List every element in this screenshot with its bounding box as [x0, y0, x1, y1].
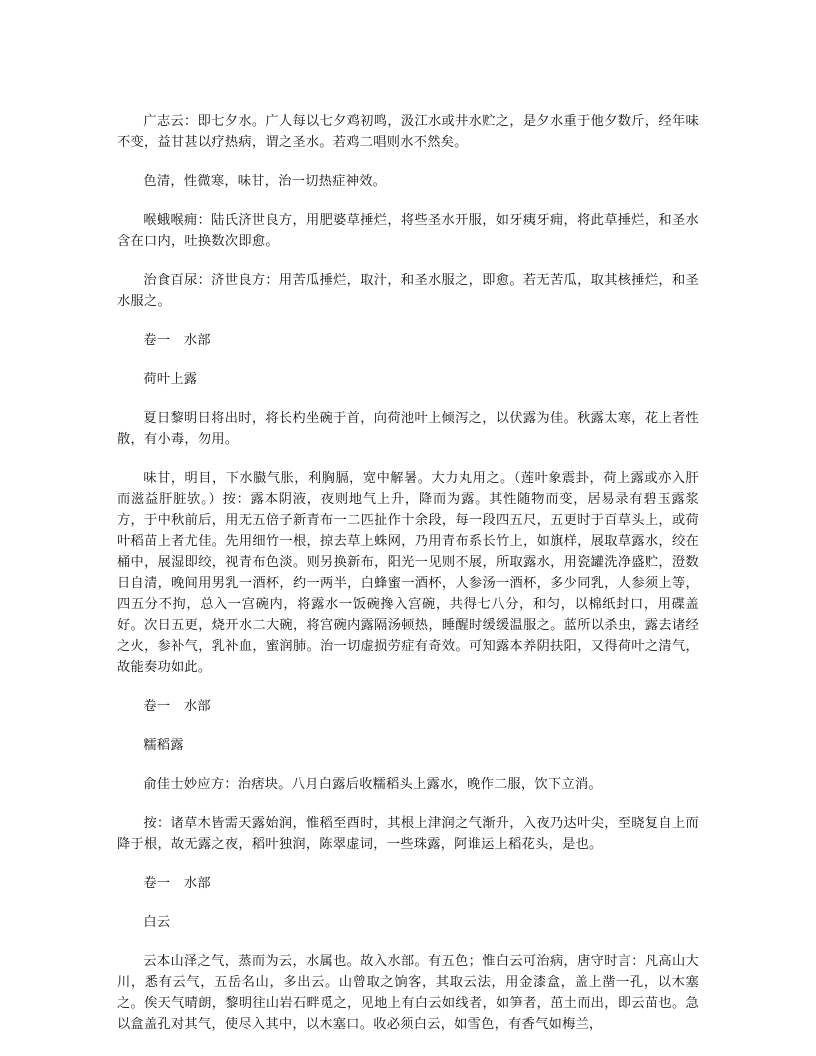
- paragraph-lotus-dew-collect: 夏日黎明日将出时，将长杓坐碗于首，向荷池叶上倾泻之，以伏露为佳。秋露太寒，花上者性散，有小毒，勿用。: [117, 411, 699, 447]
- paragraph-rice-dew-note: 按：诸草木皆需天露始润，惟稻至酉时，其根上津润之气渐升，入夜乃达叶尖，至晓复自上而降于根，故无露之夜，稻叶独润，陈翠虚词，一些珠露，阿谁运上稻花头，是也。: [117, 816, 699, 852]
- entry-title-rice-dew: 糯稻露: [143, 738, 184, 753]
- paragraph-throat: 喉蛾喉痈：陆氏济世良方，用肥婆草捶烂，将些圣水开服，如牙痍牙痈，将此草捶烂，和圣水含在口内，吐换数次即愈。: [117, 213, 699, 249]
- paragraph-white-cloud: 云本山泽之气，蒸而为云，水属也。故入水部。有五色；惟白云可治病，唐守时言：凡高山大川，悉有云气，五岳名山，多出云。山曾取之饷客，其取云法，用金漆盒，盖上凿一孔，以木塞之。俟天气晴朗，黎明往山岩石畔觅之，见地上有白云如线者，如笋者，茁土而出，即云苗也。急以盒盖孔对其气，使尽入其中，以木塞口。收必须白云，如雪色，有香气如梅兰，: [117, 954, 699, 1032]
- entry-title-lotus-dew: 荷叶上露: [143, 372, 198, 387]
- document-page: [117, 111, 699, 1053]
- paragraph-rice-dew-recipe: 俞佳士妙应方：治痞块。八月白露后收糯稻头上露水，晚作二服，饮下立消。: [143, 777, 602, 792]
- section-label: 卷一 水部: [143, 333, 211, 348]
- paragraph-color-nature: 色清，性微寒，味甘，治一切热症神效。: [143, 174, 387, 189]
- paragraph-guangzhi: 广志云：即七夕水。广人每以七夕鸡初鸣，汲江水或井水贮之，是夕水重于他夕数斤，经年味不变，益甘甚以疗热病，谓之圣水。若鸡二唱则水不然矣。: [117, 114, 699, 150]
- entry-title-white-cloud: 白云: [143, 915, 171, 930]
- section-label: 卷一 水部: [143, 876, 211, 891]
- paragraph-food-urine: 治食百尿：济世良方：用苦瓜捶烂，取汁，和圣水服之，即愈。若无苦瓜，取其核捶烂，和圣水服之。: [117, 273, 699, 309]
- paragraph-lotus-dew-effects: 味甘，明目，下水臌气胀，利胸膈，宽中解暑。大力丸用之。（莲叶象震卦，荷上露或亦入肝而滋益肝脏欤。）按：露本阴液，夜则地气上升，降而为露。其性随物而变，居易录有碧玉露浆方，于中秋前后，用无五倍子新青布一二匹扯作十余段，每一段四五尺，五更时于百草头上，或荷叶稻苗上者尤佳。先用细竹一根，掠去草上蛛网，乃用青布系长竹上，如旗样，展取草露水，绞在桶中，展湿即绞，视青布色淡。则另换新布，阳光一见则不展，所取露水，用瓷罐洗净盛贮，澄数日自清，晚间用男乳一酒杯，约一两半，白蜂蜜一酒杯，人参汤一酒杯，多少同乳，人参须上等，四五分不拘，总入一宫碗内，将露水一饭碗搀入宫碗，共得七八分，和匀，以棉纸封口，用碟盖好。次日五更，烧开水二大碗，将宫碗内露隔汤顿热，睡醒时缓缓温服之。蓝所以杀虫，露去诸经之火，参补气，乳补血，蜜润肺。治一切虚损劳症有奇效。可知露本养阴扶阳，又得荷叶之清气，故能奏功如此。: [117, 471, 699, 675]
- section-label: 卷一 水部: [143, 699, 211, 714]
